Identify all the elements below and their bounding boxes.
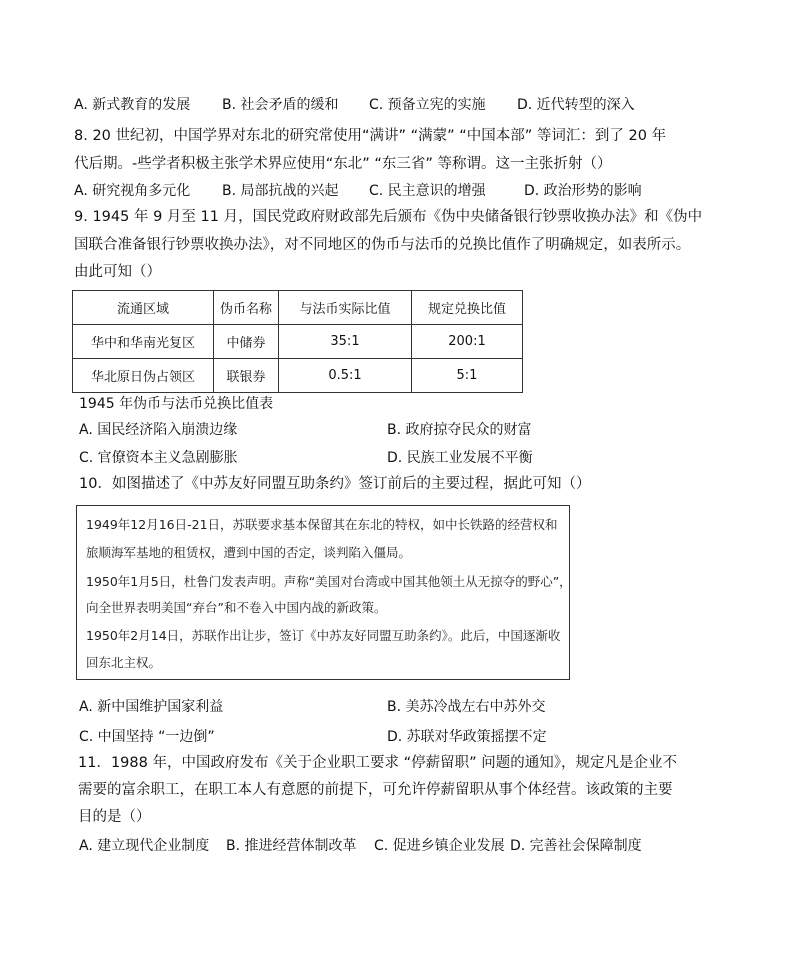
q10-option-c[interactable]: C. 中国坚持 “一边倒” — [79, 729, 215, 745]
q11-option-a[interactable]: A. 建立现代企业制度 — [79, 838, 210, 854]
source-box-line: 回东北主权。 — [86, 655, 162, 670]
q8-option-a[interactable]: A. 研究视角多元化 — [74, 183, 191, 199]
q7-option-a[interactable]: A. 新式教育的发展 — [74, 97, 191, 113]
table-cell: 35:1 — [279, 325, 412, 359]
source-box-line: 1950年1月5日，杜鲁门发表声明。声称“美国对台湾或中国其他领土从无掠夺的野心”， — [86, 574, 572, 589]
q8-option-c[interactable]: C. 民主意识的增强 — [369, 183, 486, 199]
q9-stem-line-1: 9. 1945 年 9 月至 11 月，国民党政府财政部先后颁布《伪中央储备银行钞票收换办法》和《伪中 — [74, 209, 703, 225]
table-header-cell: 与法币实际比值 — [279, 291, 412, 325]
table-cell: 0.5:1 — [279, 359, 412, 393]
table-header-cell: 规定兑换比值 — [412, 291, 523, 325]
q9-option-c[interactable]: C. 官僚资本主义急剧膨胀 — [79, 450, 238, 466]
q7-option-d[interactable]: D. 近代转型的深入 — [517, 97, 635, 113]
q9-option-d[interactable]: D. 民族工业发展不平衡 — [387, 450, 533, 466]
q11-stem-line-3: 目的是（） — [78, 809, 151, 825]
exchange-rate-table — [72, 290, 523, 393]
q10-option-b[interactable]: B. 美苏冷战左右中苏外交 — [387, 699, 546, 715]
q7-option-b[interactable]: B. 社会矛盾的缓和 — [222, 97, 339, 113]
q11-option-b[interactable]: B. 推进经营体制改革 — [226, 838, 357, 854]
table-cell: 5:1 — [412, 359, 523, 393]
table-row — [73, 359, 523, 393]
q11-stem-line-2: 需要的富余职工，在职工本人有意愿的前提下，可允许停薪留职从事个体经营。该政策的主要 — [78, 782, 673, 798]
table-header-row — [73, 291, 523, 325]
table-header-cell: 伪币名称 — [214, 291, 279, 325]
q10-option-a[interactable]: A. 新中国维护国家利益 — [79, 699, 224, 715]
table-caption: 1945 年伪币与法币兑换比值表 — [79, 396, 274, 412]
q7-option-c[interactable]: C. 预备立宪的实施 — [369, 97, 486, 113]
q9-option-a[interactable]: A. 国民经济陷入崩溃边缘 — [79, 422, 238, 438]
table-cell: 中储券 — [214, 325, 279, 359]
source-box-line: 向全世界表明美国“弃台”和不卷入中国内战的新政策。 — [86, 600, 387, 615]
source-box-line: 1950年2月14日，苏联作出让步，签订《中苏友好同盟互助条约》。此后，中国逐渐收 — [86, 628, 561, 643]
q10-stem: 10．如图描述了《中苏友好同盟互助条约》签订前后的主要过程，据此可知（） — [79, 476, 591, 492]
q8-option-d[interactable]: D. 政治形势的影响 — [524, 183, 642, 199]
q11-option-d[interactable]: D. 完善社会保障制度 — [510, 838, 642, 854]
table-row — [73, 325, 523, 359]
q11-option-c[interactable]: C. 促进乡镇企业发展 — [374, 838, 505, 854]
table-cell: 华中和华南光复区 — [73, 325, 214, 359]
q11-stem-line-1: 11．1988 年，中国政府发布《关于企业职工要求 “停薪留职” 问题的通知》，规定凡是企业不 — [78, 755, 677, 771]
q9-option-b[interactable]: B. 政府掠夺民众的财富 — [387, 422, 532, 438]
table-header-cell: 流通区域 — [73, 291, 214, 325]
table-cell: 200:1 — [412, 325, 523, 359]
table-cell: 联银券 — [214, 359, 279, 393]
q8-stem-line-2: 代后期。-些学者积极主张学术界应使用“东北” “东三省” 等称谓。这一主张折射（） — [74, 156, 612, 172]
q8-option-b[interactable]: B. 局部抗战的兴起 — [222, 183, 339, 199]
source-box-line: 1949年12月16日-21日，苏联要求基本保留其在东北的特权，如中长铁路的经营权和 — [86, 517, 558, 532]
q10-option-d[interactable]: D. 苏联对华政策摇摆不定 — [387, 729, 547, 745]
q9-stem-line-2: 国联合准备银行钞票收换办法》，对不同地区的伪币与法币的兑换比值作了明确规定，如表所示。 — [74, 237, 691, 253]
q10-source-box — [76, 505, 570, 680]
q9-stem-line-3: 由此可知（） — [74, 264, 161, 280]
table-cell: 华北原日伪占领区 — [73, 359, 214, 393]
q8-stem-line-1: 8. 20 世纪初，中国学界对东北的研究常使用“满讲” “满蒙” “中国本部” 等词汇：到了 20 年 — [74, 128, 667, 144]
source-box-line: 旅顺海军基地的租赁权，遭到中国的否定，谈判陷入僵局。 — [86, 545, 412, 560]
